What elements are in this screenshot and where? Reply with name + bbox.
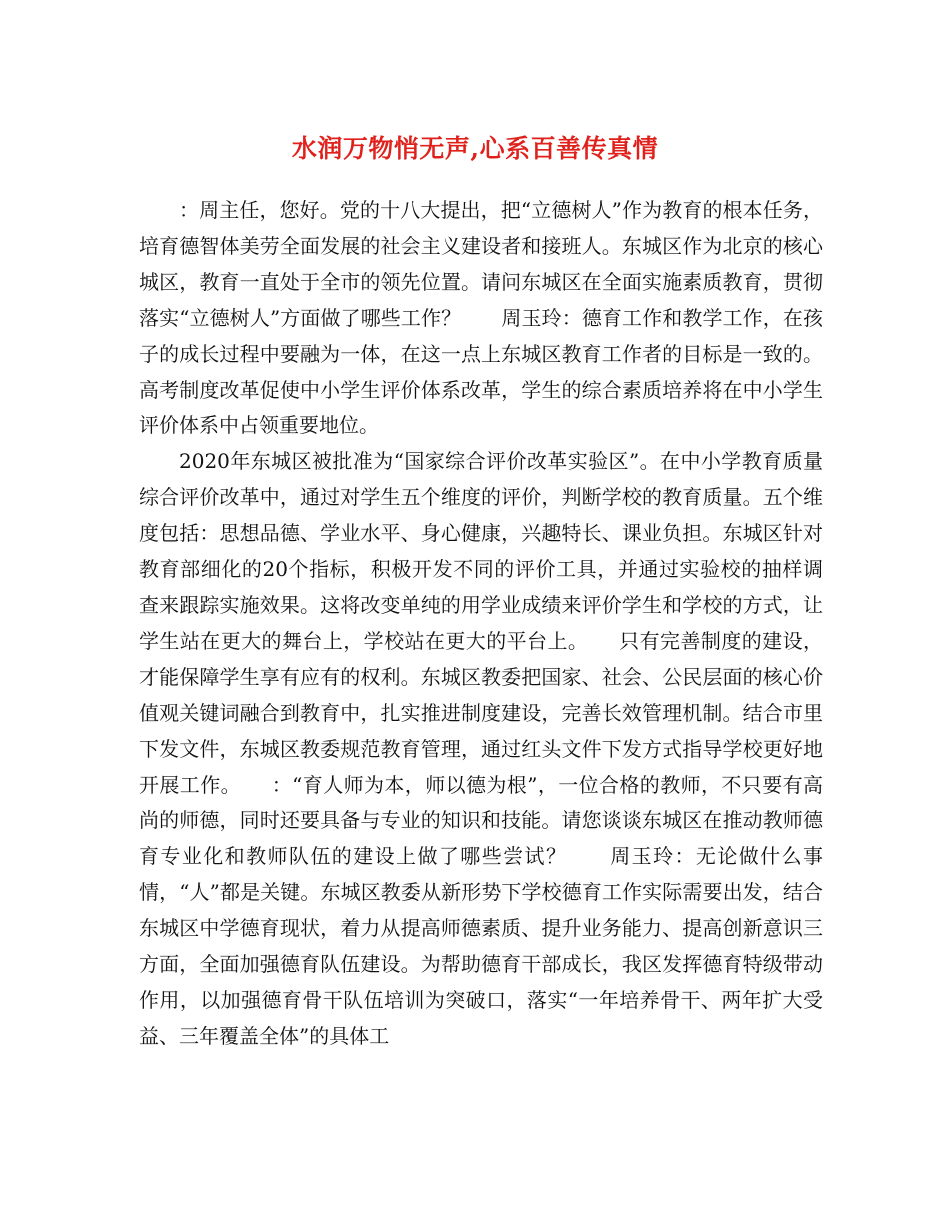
document-body	[139, 193, 823, 1055]
document-title: 水润万物悄无声,心系百善传真情	[291, 134, 659, 163]
paragraph-2: 2020年东城区被批准为“国家综合评价改革实验区”。在中小学教育质量综合评价改革中，通过对学生五个维度的评价，判断学校的教育质量。五个维度包括：思想品德、学业水平、身心健康，兴趣特长、课业负担。东城区针对教育部细化的20个指标，积极开发不同的评价工具，并通过实验校的抽样调查来跟踪实施效果。这将改变单纯的用学业成绩来评价学生和学校的方式，让学生站在更大的舞台上，学校站在更大的平台上。 只有完善制度的建设，才能保障学生享有应有的权利。东城区教委把国家、社会、公民层面的核心价值观关键词融合到教育中，扎实推进制度建设，完善长效管理机制。结合市里下发文件，东城区教委规范教育管理，通过红头文件下发方式指导学校更好地开展工作。 ：“育人师为本，师以德为根”，一位合格的教师，不只要有高尚的师德，同时还要具备与专业的知识和技能。请您谈谈东城区在推动教师德育专业化和教师队伍的建设上做了哪些尝试？ 周玉玲：无论做什么事情，“人”都是关键。东城区教委从新形势下学校德育工作实际需要出发，结合东城区中学德育现状，着力从提高师德素质、提升业务能力、提高创新意识三方面，全面加强德育队伍建设。为帮助德育干部成长，我区发挥德育特级带动作用，以加强德育骨干队伍培训为突破口，落实“一年培养骨干、两年扩大受益、三年覆盖全体”的具体工	[139, 449, 823, 1048]
paragraph-1: ：周主任，您好。党的十八大提出，把“立德树人”作为教育的根本任务，培育德智体美劳全面发展的社会主义建设者和接班人。东城区作为北京的核心城区，教育一直处于全市的领先位置。请问东城区在全面实施素质教育，贯彻落实“立德树人”方面做了哪些工作？ 周玉玲：德育工作和教学工作，在孩子的成长过程中要融为一体，在这一点上东城区教育工作者的目标是一致的。高考制度改革促使中小学生评价体系改革，学生的综合素质培养将在中小学生评价体系中占领重要地位。	[139, 198, 823, 438]
